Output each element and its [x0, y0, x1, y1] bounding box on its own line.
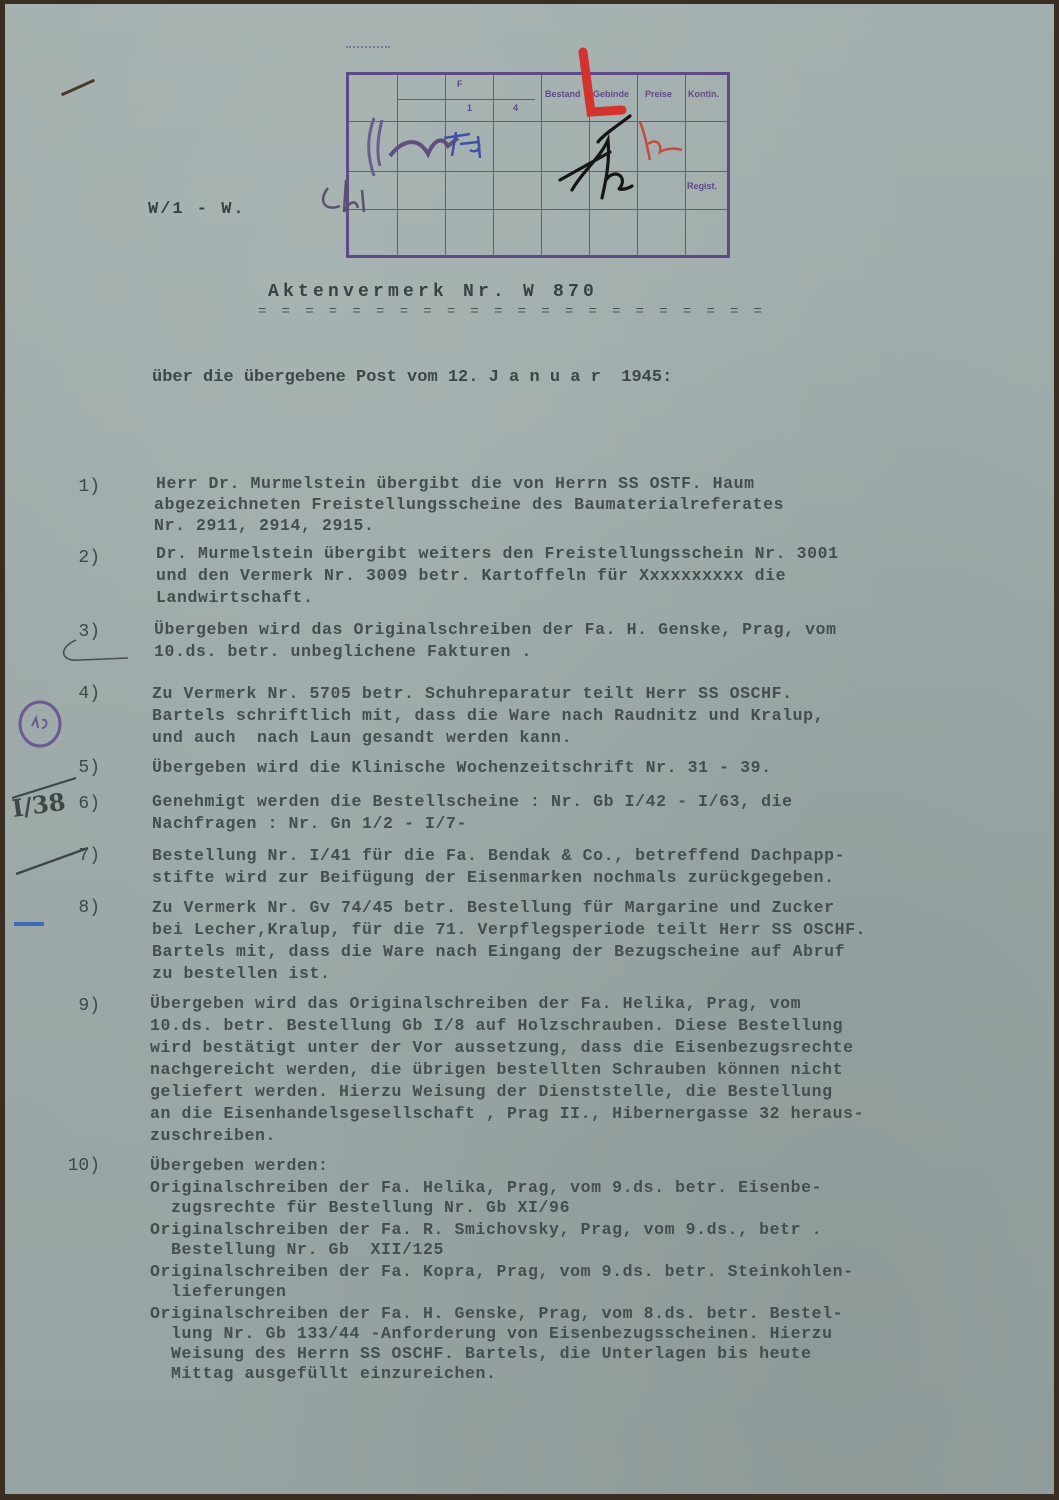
stamp-header-bestand: Bestand [545, 89, 581, 99]
item-line: Originalschreiben der Fa. H. Genske, Prag, vom 8.ds. betr. Bestel- [150, 1304, 844, 1323]
reference-code: W/1 - W. [148, 200, 246, 219]
item-line: Übergeben wird das Originalschreiben der Fa. Helika, Prag, vom [150, 994, 802, 1013]
item-line: Weisung des Herrn SS OSCHF. Bartels, die Unterlagen bis heute [150, 1344, 812, 1363]
stamp-label-register: Regist. [687, 181, 718, 191]
circled-mark-icon [14, 696, 66, 752]
item-line: Originalschreiben der Fa. Kopra, Prag, vom 9.ds. betr. Steinkohlen- [150, 1262, 854, 1281]
item-number: 10) [67, 1156, 100, 1176]
item-line: Originalschreiben der Fa. Helika, Prag, vom 9.ds. betr. Eisenbe- [150, 1178, 823, 1197]
item-line: Nachfragen : Nr. Gn 1/2 - I/7- [152, 814, 468, 833]
item-line: Nr. 2911, 2914, 2915. [154, 516, 375, 535]
item-line: Bestellung Nr. Gb XII/125 [150, 1240, 445, 1259]
item-line: Bartels mit, dass die Ware nach Eingang der Bezugscheine auf Abruf [152, 942, 846, 961]
item-number: 4) [78, 684, 100, 704]
blue-margin-mark [14, 922, 44, 926]
item-line: Übergeben wird die Klinische Wochenzeitschrift Nr. 31 - 39. [152, 758, 772, 777]
document-title: Aktenvermerk Nr. W 870 [268, 282, 599, 302]
item-line: 10.ds. betr. Bestellung Gb I/8 auf Holzschrauben. Diese Bestellung [150, 1016, 844, 1035]
handwritten-stamp-marks [310, 40, 750, 260]
item-line: und auch nach Laun gesandt werden kann. [152, 728, 573, 747]
page-edge-right [1054, 0, 1059, 1500]
item-line: Zu Vermerk Nr. 5705 betr. Schuhreparatur teilt Herr SS OSCHF. [152, 684, 793, 703]
stamp-header-gebinde: Gebinde [593, 89, 630, 99]
stamp-label-1: 1 [467, 103, 473, 113]
hand-bracket-mark [54, 636, 134, 670]
item-number: 3) [78, 622, 100, 642]
stamp-header-kontin: Kontin. [688, 89, 719, 99]
item-line: zugsrechte für Bestellung Nr. Gb XI/96 [150, 1198, 571, 1217]
item-line: Übergeben werden: [150, 1156, 329, 1175]
item-number: 9) [78, 996, 100, 1016]
item-line: zu bestellen ist. [152, 964, 331, 983]
item-line: stifte wird zur Beifügung der Eisenmarken nochmals zurückgegeben. [152, 868, 835, 887]
margin-note: I/38 [10, 786, 68, 823]
item-number: 5) [78, 758, 100, 778]
item-line: Dr. Murmelstein übergibt weiters den Freistellungsschein Nr. 3001 [156, 544, 839, 563]
item-number: 7) [78, 846, 100, 866]
item-line: bei Lecher,Kralup, für die 71. Verpflegsperiode teilt Herr SS OSCHF. [152, 920, 867, 939]
title-underline: = = = = = = = = = = = = = = = = = = = = = = [258, 304, 766, 320]
page-edge-left [0, 0, 5, 1500]
intro-line: über die übergebene Post vom 12. J a n u a r 1945: [152, 368, 673, 387]
item-line: Originalschreiben der Fa. R. Smichovsky, Prag, vom 9.ds., betr . [150, 1220, 823, 1239]
item-line: lung Nr. Gb 133/44 -Anforderung von Eisenbezugsscheinen. Hierzu [150, 1324, 833, 1343]
item-line: und den Vermerk Nr. 3009 betr. Kartoffeln für Xxxxxxxxxx die [156, 566, 787, 585]
item-line: abgezeichneten Freistellungsscheine des Baumaterialreferates [154, 495, 785, 514]
item-line: lieferungen [150, 1282, 287, 1301]
item-line: wird bestätigt unter der Vor aussetzung, dass die Eisenbezugsrechte [150, 1038, 854, 1057]
item-line: geliefert werden. Hierzu Weisung der Dienststelle, die Bestellung [150, 1082, 833, 1101]
page-edge-bottom [0, 1494, 1059, 1500]
stamp-label-f: F [457, 79, 463, 89]
item-number: 8) [78, 898, 100, 918]
item-line: zuschreiben. [150, 1126, 277, 1145]
item-line: Bestellung Nr. I/41 für die Fa. Bendak & Co., betreffend Dachpapp- [152, 846, 846, 865]
stamp-label-4: 4 [513, 103, 519, 113]
item-line: 10.ds. betr. unbeglichene Fakturen . [154, 642, 533, 661]
item-line: Landwirtschaft. [156, 588, 314, 607]
item-line: nachgereicht werden, die übrigen bestellten Schrauben können nicht [150, 1060, 844, 1079]
item-line: Zu Vermerk Nr. Gv 74/45 betr. Bestellung für Margarine und Zucker [152, 898, 835, 917]
item-number: 1) [78, 477, 100, 497]
stamp-header-preise: Preise [645, 89, 673, 99]
item-line: Herr Dr. Murmelstein übergibt die von Herrn SS OSTF. Haum [156, 474, 755, 493]
item-number: 2) [78, 548, 100, 568]
pencil-stroke [61, 79, 95, 96]
item-line: Bartels schriftlich mit, dass die Ware nach Raudnitz und Kralup, [152, 706, 825, 725]
item-line: Mittag ausgefüllt einzureichen. [150, 1364, 497, 1383]
item-number: 6) [78, 794, 100, 814]
item-line: Genehmigt werden die Bestellscheine : Nr. Gb I/42 - I/63, die [152, 792, 793, 811]
item-line: an die Eisenhandelsgesellschaft , Prag II., Hibernergasse 32 heraus- [150, 1104, 865, 1123]
item-line: Übergeben wird das Originalschreiben der Fa. H. Genske, Prag, vom [154, 620, 837, 639]
page-edge-top [0, 0, 1059, 4]
